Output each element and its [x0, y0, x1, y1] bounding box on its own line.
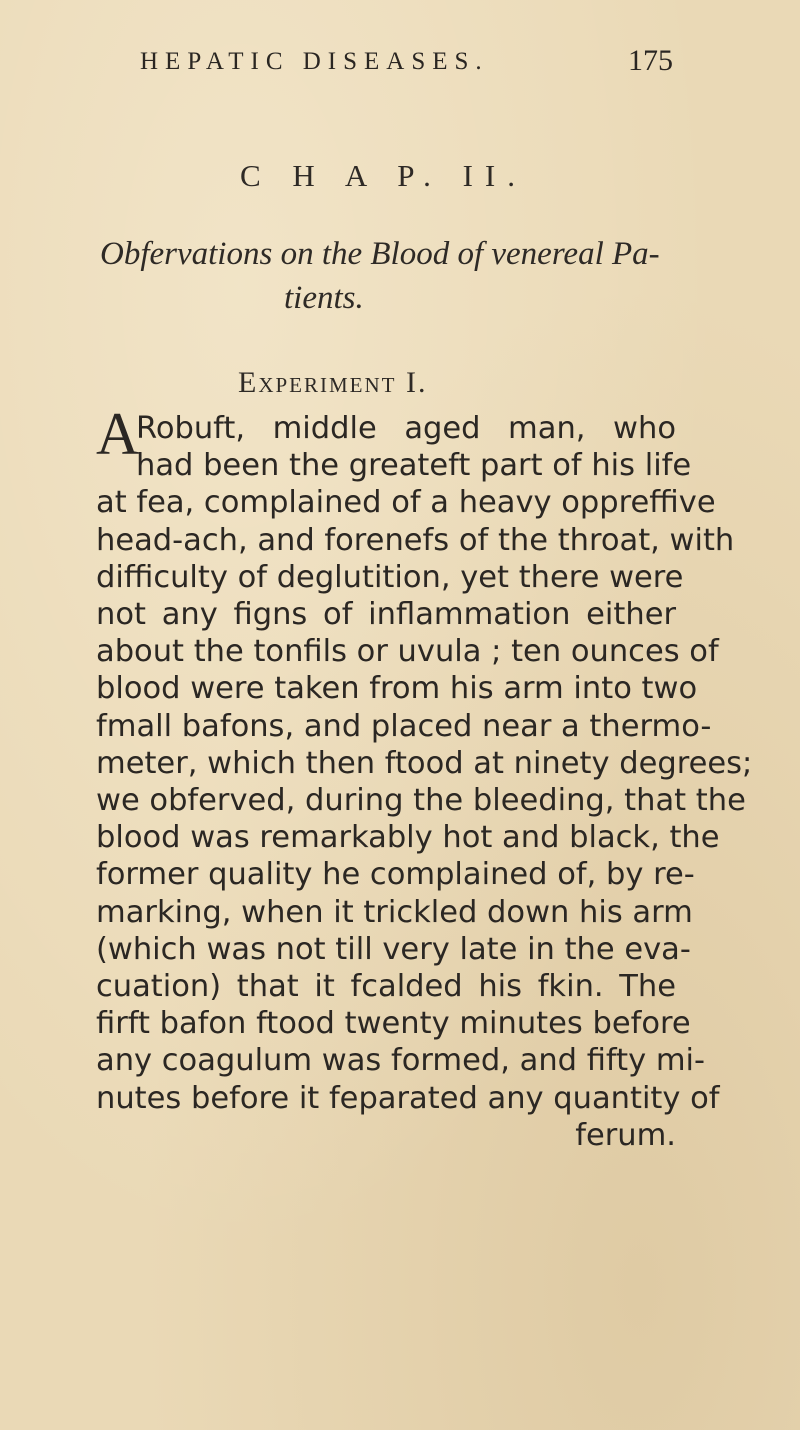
text-line: fmall bafons, and placed near a thermo-: [96, 708, 712, 744]
chapter-subtitle: [100, 232, 660, 320]
subtitle-line: tients.: [284, 280, 364, 316]
chapter-heading: C H A P. II.: [240, 158, 527, 193]
text-line: had been the greateft part of his life: [136, 448, 692, 484]
body-paragraph: [96, 410, 753, 1154]
text-line: blood was remarkably hot and black, the: [96, 820, 720, 856]
text-line: at fea, complained of a heavy oppreffive: [96, 485, 716, 521]
text-line: former quality he complained of, by re-: [96, 857, 695, 893]
running-head: HEPATIC DISEASES.: [140, 48, 489, 75]
text-line: about the tonfils or uvula ; ten ounces of: [96, 634, 719, 670]
text-line: any coagulum was formed, and fifty mi-: [96, 1043, 706, 1079]
text-line: nutes before it feparated any quantity of: [96, 1080, 720, 1116]
page-number: 175: [628, 44, 673, 77]
text-line: blood were taken from his arm into two: [96, 671, 698, 707]
text-line: marking, when it trickled down his arm: [96, 894, 693, 930]
text-line: Robuft, middle aged man, who: [136, 411, 676, 446]
text-line: cuation) that it fcalded his fkin. The: [96, 969, 676, 1005]
text-line: we obferved, during the bleeding, that the: [96, 783, 746, 819]
subtitle-line: Obfervations on the Blood of venereal Pa-: [100, 236, 660, 272]
text-line: not any figns of inflammation either: [96, 597, 676, 633]
section-heading: Experiment I.: [238, 366, 428, 399]
text-line: difficulty of deglutition, yet there were: [96, 559, 684, 595]
text-line: (which was not till very late in the eva-: [96, 931, 691, 967]
text-line: firft bafon ftood twenty minutes before: [96, 1006, 691, 1042]
drop-cap: A: [96, 401, 140, 467]
text-line: head-ach, and forenefs of the throat, with: [96, 522, 735, 558]
text-line: meter, which then ftood at ninety degrees;: [96, 745, 753, 781]
text-line: ferum.: [575, 1117, 676, 1153]
